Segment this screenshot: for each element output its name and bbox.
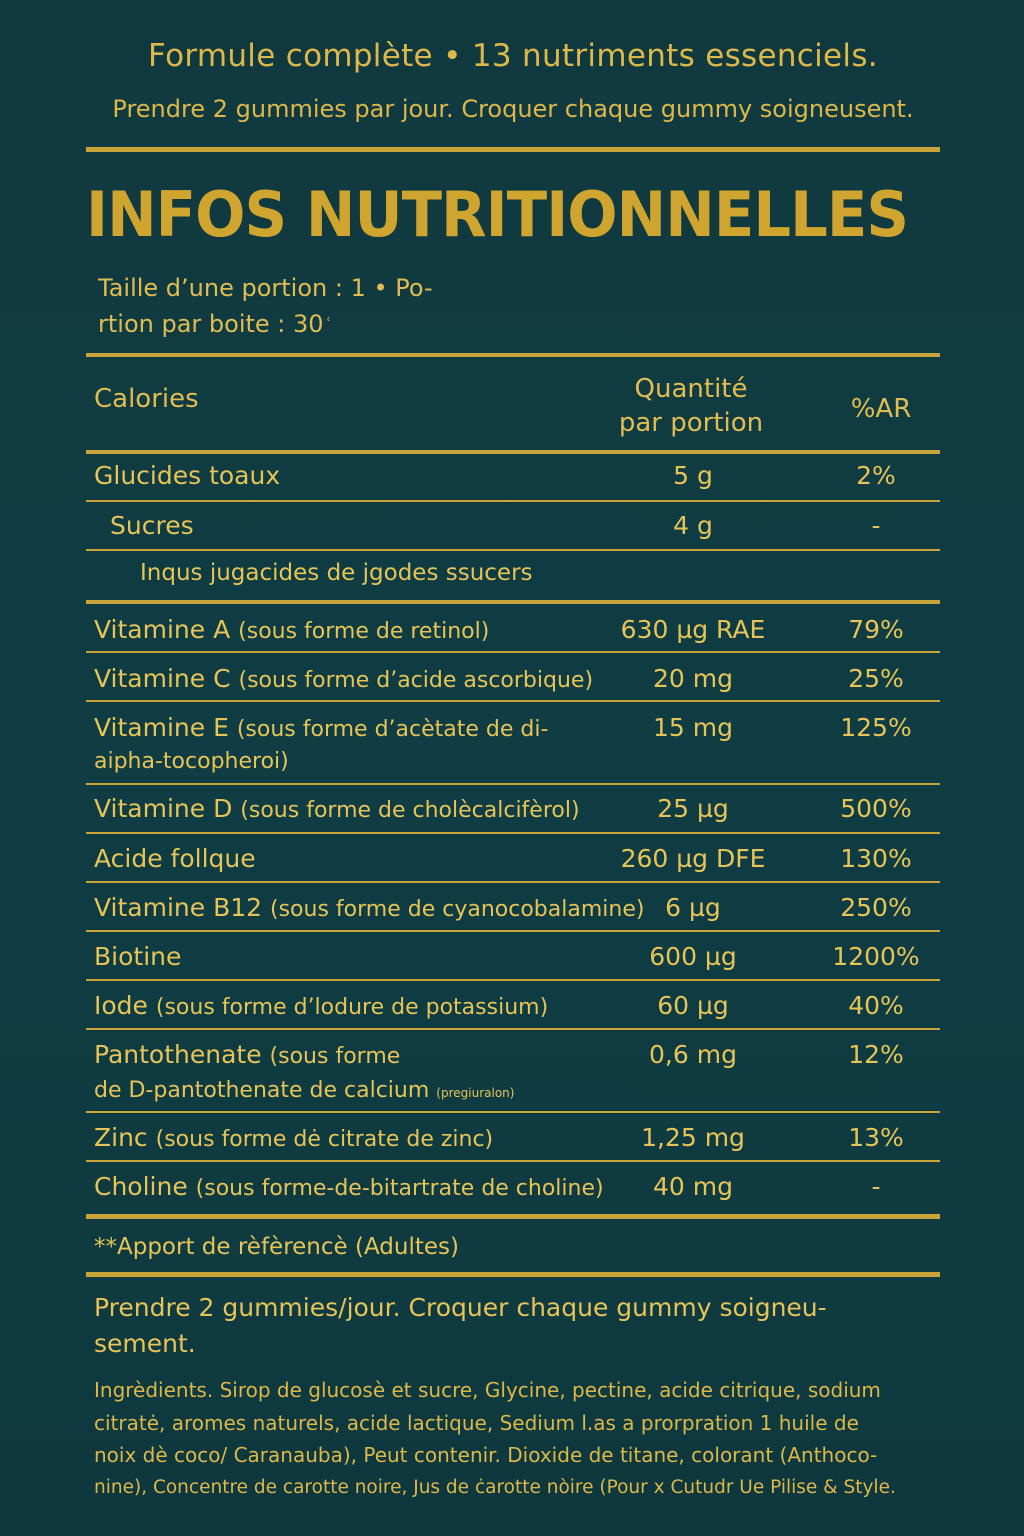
nutrient-ar: - — [871, 1172, 881, 1201]
serving-info — [98, 270, 498, 342]
nutrient-amount: 1,25 mg — [641, 1123, 745, 1152]
divider — [86, 1028, 940, 1030]
nutrient-name: Zinc (sous forme dė citrate de zinc) — [94, 1123, 494, 1152]
nutrient-amount: 630 µg RAE — [620, 615, 766, 644]
divider — [86, 979, 940, 981]
nutrient-ar: 79% — [848, 615, 904, 644]
nutrient-name: Acide follque — [94, 844, 256, 873]
nutrient-ar: 12% — [848, 1040, 904, 1069]
sugar-note: Inqus jugacides de jgodes ssucers — [140, 560, 533, 586]
nutrient-ar: 25% — [848, 664, 904, 693]
nutrient-amount: 40 mg — [653, 1172, 733, 1201]
nutrient-amount: 60 µg — [657, 991, 729, 1020]
divider — [86, 549, 940, 551]
nutrient-amount: 6 µg — [665, 893, 721, 922]
serving-size: Taille d’une portion : 1 • Po- — [98, 274, 433, 302]
divider — [86, 353, 940, 357]
divider — [86, 930, 940, 932]
nutrient-ar: - — [871, 511, 881, 540]
nutrient-name: Glucides toaux — [94, 461, 281, 490]
nutrient-ar: 40% — [848, 991, 904, 1020]
servings-per-box: rtion par boite : 30 $^ʿ$ — [98, 310, 331, 338]
nutrient-ar: 2% — [856, 461, 896, 490]
nutrient-ar: 250% — [840, 893, 912, 922]
divider — [86, 600, 940, 604]
nutrient-amount: 5 g — [673, 461, 713, 490]
divider — [86, 450, 940, 454]
nutrient-name: Iode (sous forme d’lodure de potassium) — [94, 991, 549, 1020]
nutrient-name: Choline (sous forme-de-bitartrate de choline) — [94, 1172, 604, 1201]
nutrient-ar: 1200% — [832, 942, 920, 971]
nutrient-name: Vitamine D (sous forme de cholècalcifèrol) — [94, 794, 580, 823]
nutrient-ar: 130% — [840, 844, 912, 873]
divider — [86, 1111, 940, 1113]
nutrient-amount: 4 g — [673, 511, 713, 540]
column-header-ar: %AR — [850, 394, 912, 424]
nutrient-ar: 500% — [840, 794, 912, 823]
nutrient-name: Vitamine B12 (sous forme de cyanocobalamine) — [94, 893, 645, 922]
divider — [86, 1214, 940, 1219]
nutrient-amount: 260 µg DFE — [620, 844, 766, 873]
nutrient-ar: 125% — [840, 713, 912, 742]
nutrient-amount: 20 mg — [653, 664, 733, 693]
serving-mark: ʿ — [326, 316, 331, 332]
divider — [86, 783, 940, 785]
nutrient-name: Pantothenate (sous forme de D-pantothenate de calcium (pregiuralon) — [94, 1040, 515, 1103]
divider — [86, 147, 940, 152]
divider — [86, 1160, 940, 1162]
divider — [86, 1272, 940, 1277]
nutrient-amount: 15 mg — [653, 713, 733, 742]
column-header-calories: Calories — [94, 384, 199, 414]
nutrient-name: Sucres — [110, 511, 194, 540]
nutrient-ar: 13% — [848, 1123, 904, 1152]
divider — [86, 500, 940, 502]
dosage-instruction-top: Prendre 2 gummies par jour. Croquer chaque gummy soigneusent. — [112, 95, 914, 123]
dosage-instruction-bottom: Prendre 2 gummies/jour. Croquer chaque gummy soigneu- sement. — [94, 1293, 827, 1358]
nutrient-name: Vitamine C (sous forme d’acide ascorbique) — [94, 664, 594, 693]
ingredients-list: Ingrèdients. Sirop de glucosè et sucre, Glycine, pectine, acide citrique, sodium citratė, aromes naturels, acide lactique, Sedium l.as a prorpration 1 huile de noix dè coco/ Caranauba), Peut contenir. Dioxide de titane, colorant (Anthoco- nine), Concentre de carotte noire, Jus de ċarotte nòire (Pour x Cutudr Ue Pilise & Style. — [94, 1378, 896, 1498]
panel-title: INFOS NUTRITIONNELLES — [86, 178, 909, 251]
nutrient-name: Biotine — [94, 942, 182, 971]
formula-tagline: Formule complète • 13 nutriments essenciels. — [148, 38, 878, 74]
reference-footnote: **Apport de rèfèrencè (Adultes) — [94, 1234, 459, 1260]
nutrient-name: Vitamine E (sous forme d’acètate de di- aipha-tocopheroi) — [94, 713, 549, 774]
nutrient-amount: 25 µg — [657, 794, 729, 823]
divider — [86, 700, 940, 702]
nutrient-amount: 0,6 mg — [649, 1040, 737, 1069]
divider — [86, 881, 940, 883]
nutrient-amount: 600 µg — [649, 942, 737, 971]
divider — [86, 832, 940, 834]
divider — [86, 651, 940, 653]
column-header-quantity: Quantité par portion — [618, 374, 764, 438]
nutrient-name: Vitamine A (sous forme de retinol) — [94, 615, 490, 644]
